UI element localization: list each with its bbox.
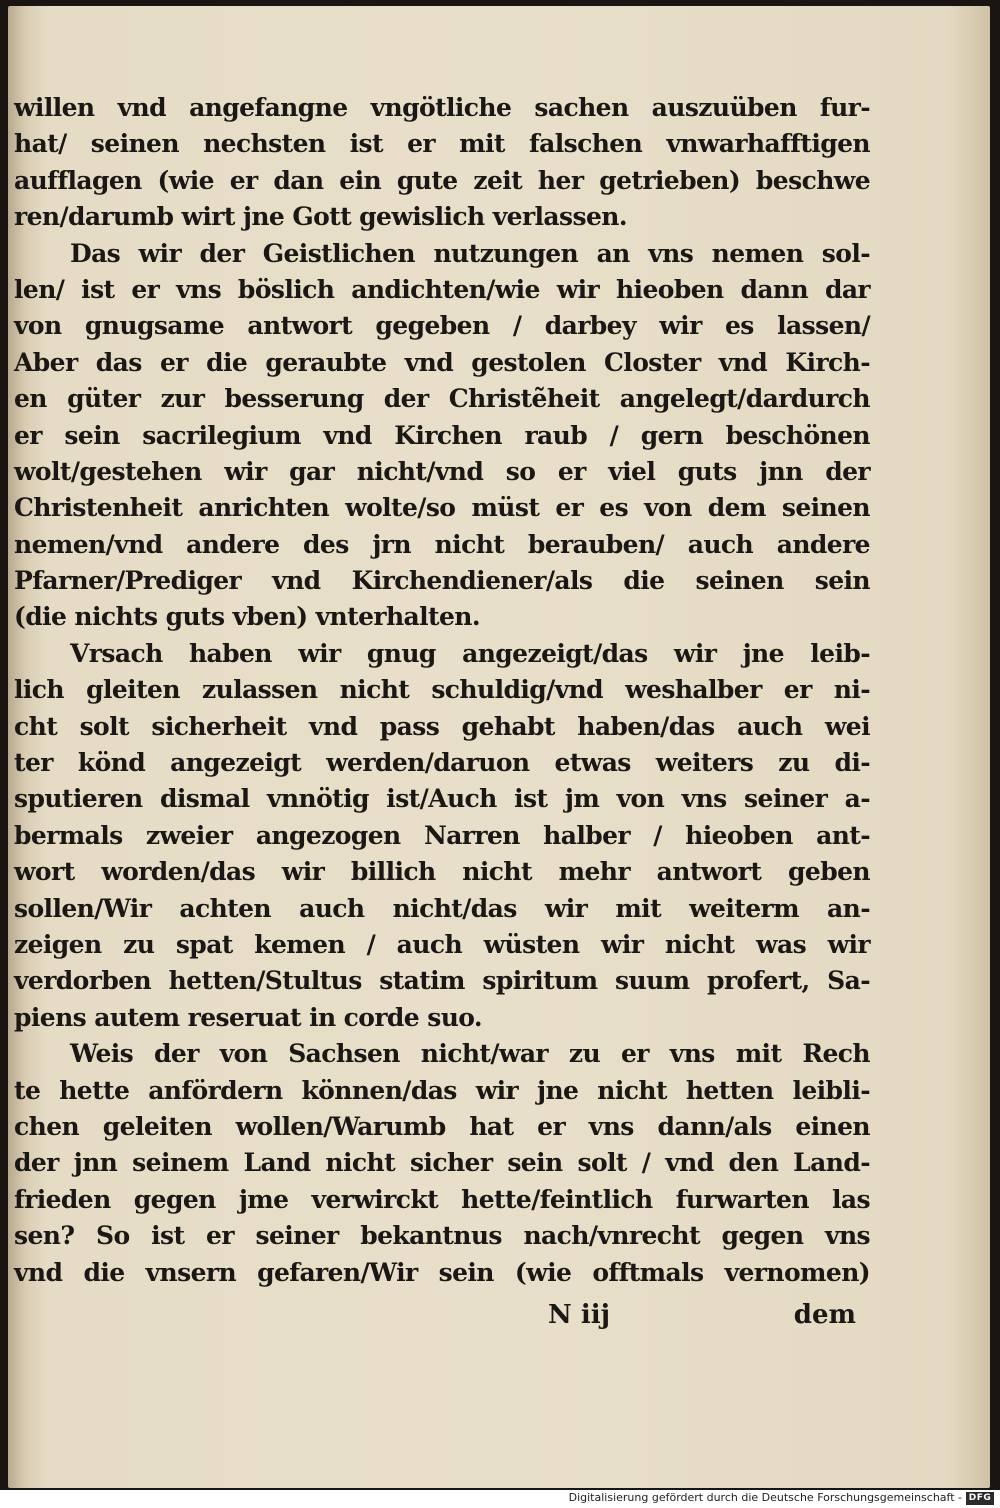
text-line: Aber das er die geraubte vnd gestolen Closter vnd Kirch-: [14, 347, 870, 377]
text-line: te hette anfördern können/das wir jne nicht hetten leibli-: [14, 1075, 870, 1105]
signature-mark: N iij: [548, 1300, 610, 1330]
catchword: dem: [793, 1300, 856, 1330]
text-line: piens autem reseruat in corde suo.: [14, 1002, 483, 1032]
text-line: (die nichts guts vben) vnterhalten.: [14, 602, 480, 632]
text-line: sputieren dismal vnnötig ist/Auch ist jm von vns seiner a-: [14, 784, 870, 814]
text-line: sen? So ist er seiner bekantnus nach/vnrecht gegen vns: [14, 1221, 870, 1251]
text-line: en güter zur besserung der Christẽheit angelegt/dardurch: [14, 384, 870, 414]
footer-bar: [0, 1490, 1000, 1508]
text-line: er sein sacrilegium vnd Kirchen raub / gern beschönen: [14, 420, 870, 450]
funding-credit: Digitalisierung gefördert durch die Deutsche Forschungsgemeinschaft -: [568, 1491, 962, 1504]
text-line: sollen/Wir achten auch nicht/das wir mit weiterm an-: [14, 893, 870, 923]
text-line: len/ ist er vns böslich andichten/wie wir hieoben dann dar: [14, 274, 870, 304]
text-line: nemen/vnd andere des jrn nicht berauben/ auch andere: [14, 529, 870, 559]
text-line: der jnn seinem Land nicht sicher sein solt / vnd den Land-: [14, 1148, 870, 1178]
text-line: bermals zweier angezogen Narren halber / hieoben ant-: [14, 820, 870, 850]
book-page: [8, 6, 990, 1488]
text-line: chen geleiten wollen/Warumb hat er vns dann/als einen: [14, 1111, 870, 1141]
text-line: hat/ seinen nechsten ist er mit falschen vnwarhafftigen: [14, 129, 870, 159]
text-line: lich gleiten zulassen nicht schuldig/vnd weshalber er ni-: [14, 675, 870, 705]
text-line: Das wir der Geistlichen nutzungen an vns nemen sol-: [70, 238, 870, 268]
dfg-logo-icon: DFG: [966, 1492, 994, 1505]
text-line: wolt/gestehen wir gar nicht/vnd so er viel guts jnn der: [14, 456, 870, 486]
text-line: von gnugsame antwort gegeben / darbey wir es lassen/: [14, 311, 870, 341]
text-line: Vrsach haben wir gnug angezeigt/das wir jne leib-: [70, 638, 870, 668]
text-line: vnd die vnsern gefaren/Wir sein (wie offtmals vernomen): [14, 1257, 870, 1287]
text-line: ren/darumb wirt jne Gott gewislich verlassen.: [14, 202, 627, 232]
text-line: cht solt sicherheit vnd pass gehabt haben/das auch wei: [14, 711, 870, 741]
text-line: ter könd angezeigt werden/daruon etwas weiters zu di-: [14, 748, 870, 778]
text-line: verdorben hetten/Stultus statim spiritum suum profert, Sa-: [14, 966, 870, 996]
page-text: [14, 90, 870, 1291]
text-line: Christenheit anrichten wolte/so müst er es von dem seinen: [14, 493, 870, 523]
text-line: aufflagen (wie er dan ein gute zeit her getrieben) beschwe: [14, 165, 870, 195]
text-line: zeigen zu spat kemen / auch wüsten wir nicht was wir: [14, 929, 870, 959]
signature-line: [8, 1300, 856, 1340]
text-line: Weis der von Sachsen nicht/war zu er vns mit Rech: [70, 1039, 870, 1069]
text-line: Pfarner/Prediger vnd Kirchendiener/als die seinen sein: [14, 566, 870, 596]
text-line: frieden gegen jme verwirckt hette/feintlich furwarten las: [14, 1184, 870, 1214]
text-line: wort worden/das wir billich nicht mehr antwort geben: [14, 857, 870, 887]
text-line: willen vnd angefangne vngötliche sachen auszuüben fur-: [14, 93, 870, 122]
